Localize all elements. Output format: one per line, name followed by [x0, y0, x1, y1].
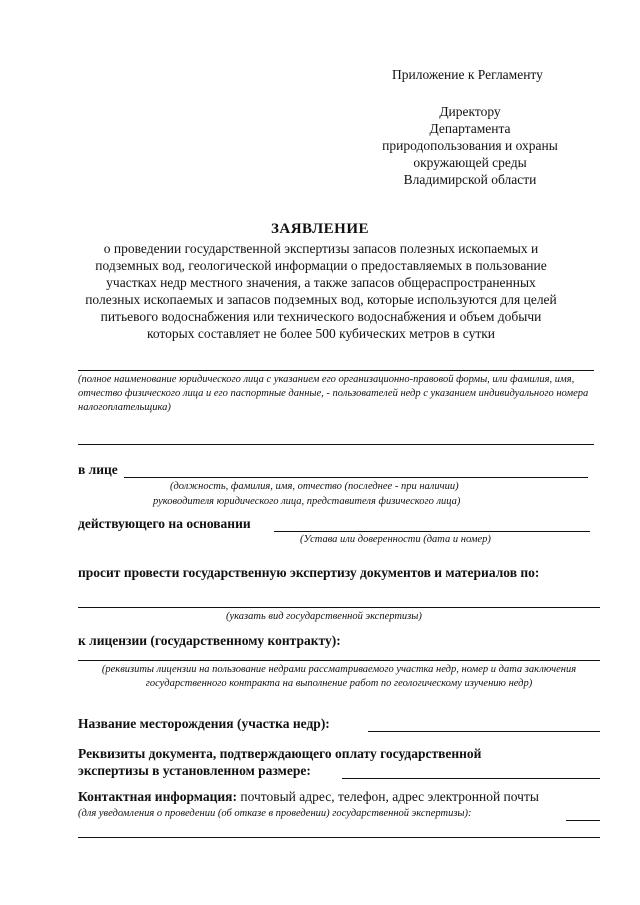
addressee-line: Директору: [439, 104, 501, 119]
addressee-line: природопользования и охраны: [382, 138, 558, 153]
document-subtitle: о проведении государственной экспертизы запасов полезных ископаемых и подземных вод, геологической информации о предоставляемых в пользование участках недр местного значения, а также запасов общераспространенных полезных ископаемых и запасов подземных вод, которые используются для целей питьевого водоснабжения или технического водоснабжения и объем добычи которых составляет не более 500 кубических метров в сутки: [85, 241, 557, 341]
applicant-extra-line[interactable]: [78, 444, 594, 445]
contact-short-line[interactable]: [566, 820, 600, 821]
deposit-line[interactable]: [368, 731, 600, 732]
applicant-note: (полное наименование юридического лица с указанием его организационно-правовой формы, или фамилия, имя, отчество физического лица и его паспортные данные, - пользователей недр с указанием индивидуального номера налогоплательщика): [78, 374, 589, 413]
payment-label-1: Реквизиты документа, подтверждающего оплату государственной: [78, 746, 482, 761]
applicant-name-line[interactable]: [78, 370, 594, 371]
license-line[interactable]: [78, 660, 600, 661]
license-note: (реквизиты лицензии на пользование недрами рассматриваемого участка недр, номер и дата заключения государственного контракта на выполнение работ по геологическому изучению недр): [101, 664, 577, 689]
contact-note: (для уведомления о проведении (об отказе в проведении) государственной экспертизы):: [78, 808, 472, 819]
contact-line[interactable]: [78, 837, 600, 838]
acting-basis-note: (Устава или доверенности (дата и номер): [300, 534, 491, 545]
document-title: ЗАЯВЛЕНИЕ: [270, 221, 370, 237]
acting-basis-label: действующего на основании: [78, 516, 251, 531]
in-person-note-2: руководителя юридического лица, представителя физического лица): [153, 496, 461, 507]
contact-row: [78, 789, 539, 805]
in-person-label: в лице: [78, 462, 118, 477]
addressee-line: Владимирской области: [403, 172, 537, 187]
request-label: просит провести государственную экспертизу документов и материалов по:: [78, 565, 540, 580]
payment-label-2: экспертизы в установленном размере:: [78, 763, 311, 778]
addressee-line: Департамента: [429, 121, 511, 136]
expertise-type-note: (указать вид государственной экспертизы): [226, 611, 422, 622]
in-person-line[interactable]: [124, 477, 588, 478]
expertise-type-line[interactable]: [78, 607, 600, 608]
license-label: к лицензии (государственному контракту):: [78, 633, 341, 648]
in-person-note-1: (должность, фамилия, имя, отчество (последнее - при наличии): [170, 481, 459, 492]
contact-label: Контактная информация:: [78, 789, 237, 804]
payment-line[interactable]: [342, 778, 600, 779]
contact-text: почтовый адрес, телефон, адрес электронной почты: [236, 789, 539, 804]
deposit-label: Название месторождения (участка недр):: [78, 716, 330, 731]
acting-basis-line[interactable]: [274, 531, 590, 532]
addressee-line: окружающей среды: [413, 155, 527, 170]
addressee-block: [340, 103, 600, 188]
appendix-label: Приложение к Регламенту: [392, 67, 543, 82]
